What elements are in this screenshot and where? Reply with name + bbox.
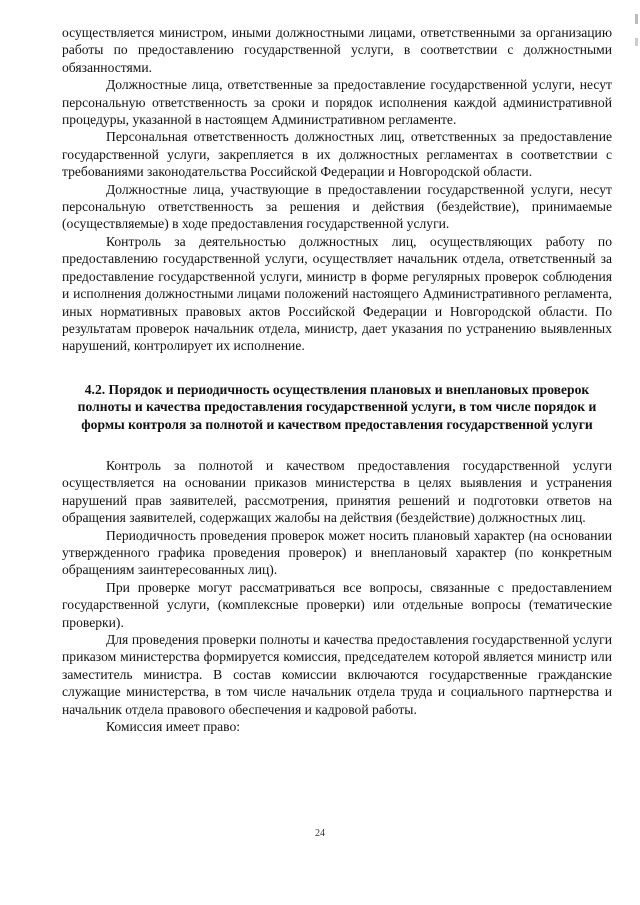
paragraph-officials-responsibility: Должностные лица, ответственные за предоставление государственной услуги, несут персональную ответственность за сроки и порядок исполнения каждой административной процедуры, указанной в настоящем Административном регламенте.	[62, 77, 612, 128]
paragraph-commission: Для проведения проверки полноты и качества предоставления государственной услуги приказом министерства формируется комиссия, председателем которой является министр или заместитель министра. В состав комиссии включаются государственные гражданские служащие министерства, в том числе начальник отдела труда и социального партнерства и начальник отдела правового обеспечения и кадровой работы.	[62, 632, 612, 717]
paragraph-participating-officials: Должностные лица, участвующие в предоставлении государственной услуги, несут персональную ответственность за решения и действия (бездействие), принимаемые (осуществляемые) в ходе предоставления государственной услуги.	[62, 181, 612, 232]
paragraph-control-activity: Контроль за деятельностью должностных лиц, осуществляющих работу по предоставлению государственной услуги, осуществляет начальник отдела, ответственный за предоставление государственной услуги, министр в форме регулярных проверок соблюдения и исполнения должностными лицами положений настоящего Административного регламента, иных нормативных правовых актов Российской Федерации и Новгородской области. По результатам проверок начальник отдела, министр, дает указания по устранению выявленных нарушений, контролирует их исполнение.	[62, 233, 612, 354]
section-heading-4-2: 4.2. Порядок и периодичность осуществления плановых и внеплановых проверок полноты и качества предоставления государственной услуги, в том числе порядок и формы контроля за полнотой и качеством предоставления государственной услуги	[77, 381, 597, 432]
paragraph-inspection-questions: При проверке могут рассматриваться все вопросы, связанные с предоставлением государственной услуги, (комплексные проверки) или отдельные вопросы (тематические проверки).	[62, 579, 612, 630]
page-number: 24	[315, 828, 325, 839]
paragraph-commission-rights: Комиссия имеет право:	[106, 719, 241, 735]
document-page	[62, 24, 612, 735]
scan-edge-mark	[635, 14, 638, 74]
paragraph-control-completeness: Контроль за полнотой и качеством предоставления государственной услуги осуществляется на основании приказов министерства в целях выявления и устранения нарушений прав заявителей, рассмотрения, принятия решений и подготовки ответов на обращения заявителей, содержащих жалобы на действия (бездействие) должностных лиц.	[62, 457, 612, 526]
paragraph-personal-responsibility: Персональная ответственность должностных лиц, ответственных за предоставление государственной услуги, закрепляется в их должностных регламентах в соответствии с требованиями законодательства Российской Федерации и Новгородской области.	[62, 129, 612, 180]
paragraph-continuation: осуществляется министром, иными должностными лицами, ответственными за организацию работы по предоставлению государственной услуги, в соответствии с должностными обязанностями.	[62, 25, 612, 75]
paragraph-inspection-frequency: Периодичность проведения проверок может носить плановый характер (на основании утвержденного графика проведения проверок) и внеплановый характер (по конкретным обращениям заинтересованных лиц).	[62, 527, 612, 578]
